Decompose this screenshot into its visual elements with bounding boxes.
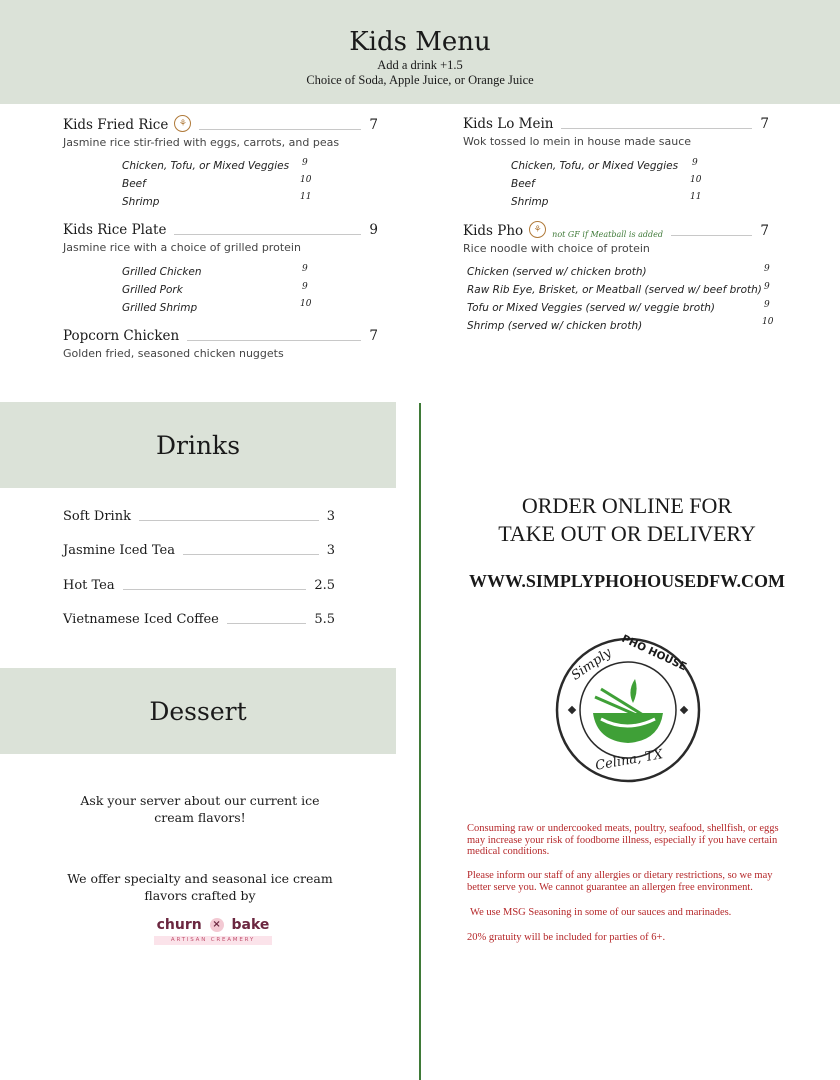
drink-name: Jasmine Iced Tea [63, 543, 175, 558]
option-label: Chicken (served w/ chicken broth) [467, 266, 647, 278]
brand-x-icon: × [210, 918, 224, 932]
option-label: Tofu or Mixed Veggies (served w/ veggie broth) [467, 302, 715, 314]
item-name: Kids Fried Rice [63, 117, 169, 133]
drinks-title: Drinks [155, 430, 241, 460]
item-price: 7 [760, 223, 769, 239]
option-label: Shrimp [511, 196, 549, 208]
option-price: 9 [764, 264, 770, 274]
option-label: Grilled Pork [122, 284, 183, 296]
brand-right: bake [231, 917, 270, 933]
msg-notice: We use MSG Seasoning in some of our sauces and marinades. [470, 907, 732, 918]
kids-pho-item [463, 222, 769, 255]
dessert-title: Dessert [149, 696, 247, 726]
option-price: 9 [764, 300, 770, 310]
gf-note: not GF if Meatball is added [552, 230, 663, 239]
option-price: 11 [690, 192, 702, 202]
item-name: Kids Lo Mein [463, 116, 554, 132]
item-name: Popcorn Chicken [63, 328, 180, 344]
leader-line [187, 340, 361, 341]
foodborne-illness-notice: Consuming raw or undercooked meats, poultry, seafood, shellfish, or eggs may increase your risk of foodborne illness, especially if you have certain medical conditions. [467, 823, 779, 857]
option-price: 9 [302, 158, 308, 168]
item-description: Jasmine rice with a choice of grilled protein [63, 241, 301, 254]
kids-rice-plate-item [63, 222, 378, 254]
order-line-1: ORDER ONLINE FOR [521, 493, 733, 518]
drinks-banner [0, 402, 396, 488]
logo-name-text: PHO HOUSE [619, 632, 689, 674]
drink-row [63, 543, 335, 558]
drink-price: 5.5 [314, 612, 335, 627]
leader-line [227, 623, 306, 624]
option-price: 10 [762, 317, 774, 327]
wheat-gf-icon: ⚘ [174, 115, 191, 132]
allergy-notice: Please inform our staff of any allergies or dietary restrictions, so we may better serve you. We cannot guarantee an allergen free environment. [467, 870, 773, 893]
item-price: 7 [369, 328, 378, 344]
column-divider [419, 403, 421, 1080]
drink-price: 3 [326, 509, 335, 524]
option-label: Beef [122, 178, 146, 190]
leader-line [199, 129, 361, 130]
option-price: 10 [300, 175, 312, 185]
drink-price: 3 [326, 543, 335, 558]
item-description: Wok tossed lo mein in house made sauce [463, 135, 692, 148]
kids-lo-mein-item [463, 116, 769, 148]
gratuity-notice: 20% gratuity will be included for parties of 6+. [467, 932, 666, 943]
churn-bake-logo [150, 916, 276, 945]
order-line-2: TAKE OUT OR DELIVERY [498, 521, 756, 546]
option-label: Beef [511, 178, 535, 190]
item-description: Jasmine rice stir-fried with eggs, carrots, and peas [63, 136, 340, 149]
kids-menu-banner [0, 0, 840, 104]
dessert-offer-text: We offer specialty and seasonal ice cream flavors crafted by [67, 871, 333, 903]
leader-line [561, 128, 752, 129]
logo-script-text: Simply [568, 645, 615, 684]
option-price: 9 [302, 264, 308, 274]
option-price: 9 [764, 282, 770, 292]
item-description: Rice noodle with choice of protein [463, 242, 650, 255]
option-label: Raw Rib Eye, Brisket, or Meatball (served w/ beef broth) [467, 284, 762, 296]
option-price: 10 [300, 299, 312, 309]
option-price: 11 [300, 192, 312, 202]
order-online-heading [430, 492, 824, 548]
item-price: 9 [369, 222, 378, 238]
dessert-banner [0, 668, 396, 754]
option-price: 9 [692, 158, 698, 168]
leader-line [671, 235, 752, 236]
option-label: Chicken, Tofu, or Mixed Veggies [511, 160, 679, 172]
drink-row [63, 509, 335, 524]
brand-left: churn [156, 917, 202, 933]
option-price: 9 [302, 282, 308, 292]
drink-addon-note: Add a drink +1.5 [377, 58, 463, 72]
leader-line [139, 520, 319, 521]
option-price: 10 [690, 175, 702, 185]
option-label: Grilled Shrimp [122, 302, 198, 314]
kids-fried-rice-item [63, 116, 378, 149]
leader-line [123, 589, 307, 590]
item-price: 7 [369, 117, 378, 133]
leader-line [183, 554, 319, 555]
drink-row [63, 578, 335, 593]
wheat-gf-icon: ⚘ [529, 221, 546, 238]
drink-price: 2.5 [314, 578, 335, 593]
option-label: Shrimp [122, 196, 160, 208]
drink-name: Hot Tea [63, 578, 115, 593]
dessert-ask-text: Ask your server about our current ice cream flavors! [80, 793, 320, 825]
leader-line [174, 234, 361, 235]
logo-location-text: Celina, TX [594, 747, 665, 774]
drink-name: Soft Drink [63, 509, 131, 524]
website-url[interactable]: WWW.SIMPLYPHOHOUSEDFW.COM [468, 571, 786, 591]
brand-sub: ARTISAN CREAMERY [154, 936, 272, 945]
option-label: Chicken, Tofu, or Mixed Veggies [122, 160, 290, 172]
kids-menu-title: Kids Menu [349, 27, 491, 57]
item-price: 7 [760, 116, 769, 132]
item-name: Kids Rice Plate [63, 222, 167, 238]
popcorn-chicken-item [63, 328, 378, 360]
drink-row [63, 612, 335, 627]
simply-pho-house-logo [555, 632, 701, 783]
drink-name: Vietnamese Iced Coffee [63, 612, 219, 627]
item-description: Golden fried, seasoned chicken nuggets [63, 347, 284, 360]
option-label: Grilled Chicken [122, 266, 202, 278]
drink-choice-note: Choice of Soda, Apple Juice, or Orange Juice [306, 73, 534, 87]
item-name: Kids Pho [463, 223, 524, 239]
option-label: Shrimp (served w/ chicken broth) [467, 320, 643, 332]
